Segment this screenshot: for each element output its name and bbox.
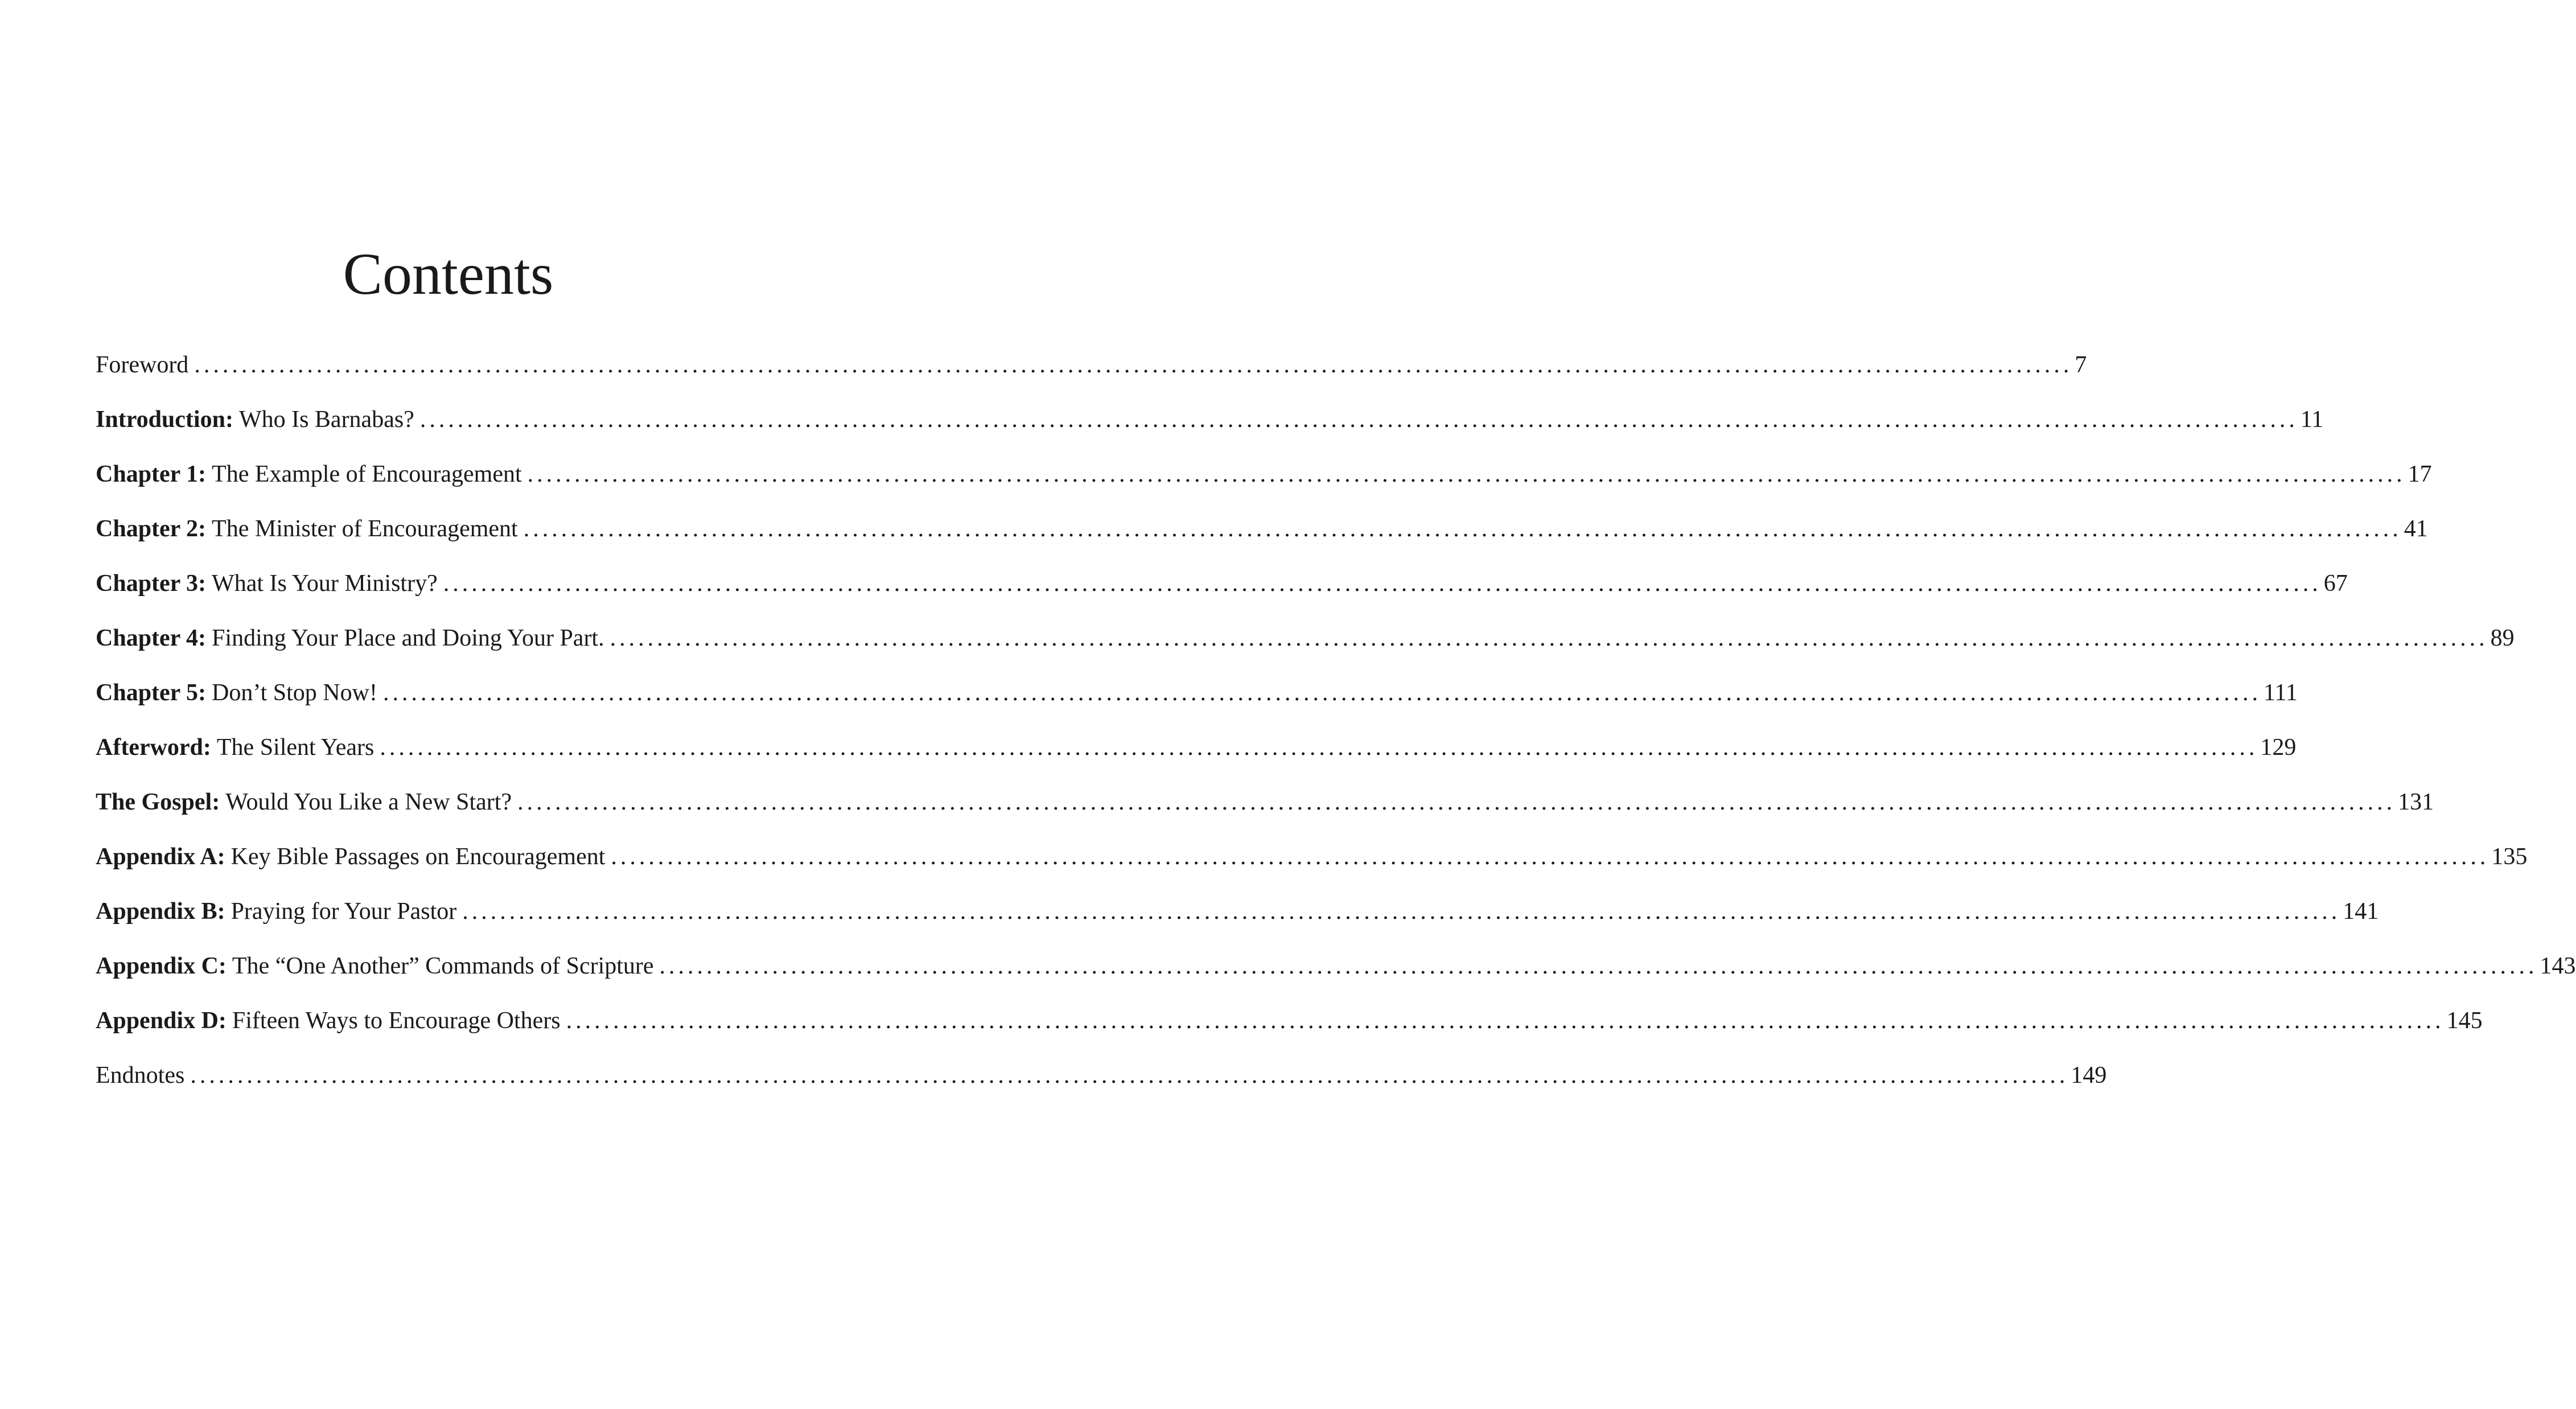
toc-entry-label: Appendix B: [96,898,225,925]
toc-entry-page: 131 [2398,789,2434,815]
toc-entry-text [96,572,438,595]
dot-leader: ........................................................................................................................................................................................................ [190,1062,2069,1088]
toc-entry-appendix-d[interactable] [96,1008,2483,1063]
toc-entry-text [96,954,654,978]
toc-entry-page: 129 [2260,734,2297,761]
toc-entry-page: 89 [2490,625,2515,651]
toc-entry-title: The Example of Encouragement [212,461,522,487]
toc-entry-label: Chapter 4: [96,625,207,651]
toc-entry-chapter-2[interactable] [96,516,2428,572]
toc-entry-label: Chapter 5: [96,680,207,706]
toc-entry-chapter-1[interactable] [96,461,2432,517]
toc-entry-text [96,736,374,759]
dot-leader: ........................................................................................................................................................................................................ [659,953,2538,979]
toc-entry-title: Key Bible Passages on Encouragement [231,844,606,870]
toc-entry-text [96,353,188,377]
toc-entry-page: 143 [2540,953,2576,979]
toc-entry-appendix-c[interactable] [96,953,2576,1009]
toc-entry-text [96,626,604,650]
toc-entry-label: Chapter 1: [96,461,207,487]
toc-entry-text [96,681,377,705]
toc-entry-page: 41 [2404,516,2428,542]
toc-entry-label: Appendix D: [96,1008,227,1034]
toc-entry-label: Appendix A: [96,844,225,870]
dot-leader: ........................................................................................................................................................................................................ [443,570,2322,597]
toc-entry-appendix-a[interactable] [96,844,2528,899]
toc-entry-label: Chapter 3: [96,570,207,597]
dot-leader: ........................................................................................................................................................................................................ [523,516,2402,542]
toc-entry-endnotes[interactable] [96,1062,2107,1118]
toc-entry-foreword[interactable] [96,352,2087,408]
toc-entry-title: The Minister of Encouragement [212,516,518,542]
toc-entry-chapter-4[interactable] [96,625,2515,681]
dot-leader: ........................................................................................................................................................................................................ [611,844,2489,870]
dot-leader: ........................................................................................................................................................................................................ [194,352,2073,378]
dot-leader: ........................................................................................................................................................................................................ [419,406,2298,433]
toc-entry-label: The Gospel: [96,789,220,815]
toc-entry-page: 67 [2323,570,2348,597]
dot-leader: ........................................................................................................................................................................................................ [566,1008,2445,1034]
toc-entry-page: 111 [2263,680,2298,706]
toc-entry-page: 141 [2343,898,2379,925]
dot-leader: ........................................................................................................................................................................................................ [380,734,2258,761]
toc-entry-label: Appendix C: [96,953,227,979]
toc-entry-label: Chapter 2: [96,516,207,542]
toc-entry-chapter-5[interactable] [96,680,2298,736]
toc-entry-page: 145 [2446,1008,2483,1034]
toc-entry-title: Would You Like a New Start? [225,789,512,815]
toc-entry-text [96,899,456,923]
toc-entry-chapter-3[interactable] [96,570,2348,626]
toc-entry-afterword[interactable] [96,734,2297,790]
table-of-contents [96,352,2576,1118]
toc-entry-title: The Silent Years [216,734,375,761]
toc-entry-page: 17 [2408,461,2432,487]
toc-entry-text [96,408,414,432]
dot-leader: ........................................................................................................................................................................................................ [610,625,2488,651]
dot-leader: ........................................................................................................................................................................................................ [462,898,2341,925]
page-title: Contents [343,241,554,307]
toc-entry-title: What Is Your Ministry? [212,570,438,597]
toc-entry-text [96,517,518,541]
toc-entry-page: 7 [2075,352,2087,378]
toc-entry-title: Foreword [96,352,189,378]
toc-entry-text [96,790,512,814]
toc-entry-title: The “One Another” Commands of Scripture [232,953,654,979]
toc-entry-title: Don’t Stop Now! [212,680,377,706]
dot-leader: ........................................................................................................................................................................................................ [527,461,2406,487]
toc-entry-title: Praying for Your Pastor [231,898,457,925]
toc-entry-text [96,1009,561,1033]
toc-entry-label: Afterword: [96,734,211,761]
toc-entry-introduction[interactable] [96,406,2324,462]
toc-entry-the-gospel[interactable] [96,789,2434,845]
toc-entry-text [96,1063,184,1087]
toc-entry-label: Introduction: [96,406,233,433]
toc-entry-text [96,845,605,869]
toc-entry-title: Finding Your Place and Doing Your Part. [212,625,604,651]
dot-leader: ........................................................................................................................................................................................................ [517,789,2396,815]
dot-leader: ........................................................................................................................................................................................................ [382,680,2261,706]
toc-entry-appendix-b[interactable] [96,898,2379,954]
toc-entry-page: 135 [2491,844,2528,870]
toc-entry-title: Who Is Barnabas? [238,406,414,433]
toc-entry-page: 149 [2071,1062,2107,1088]
toc-entry-title: Endnotes [96,1062,185,1088]
toc-entry-title: Fifteen Ways to Encourage Others [232,1008,561,1034]
toc-entry-page: 11 [2300,406,2324,433]
toc-entry-text [96,462,522,486]
